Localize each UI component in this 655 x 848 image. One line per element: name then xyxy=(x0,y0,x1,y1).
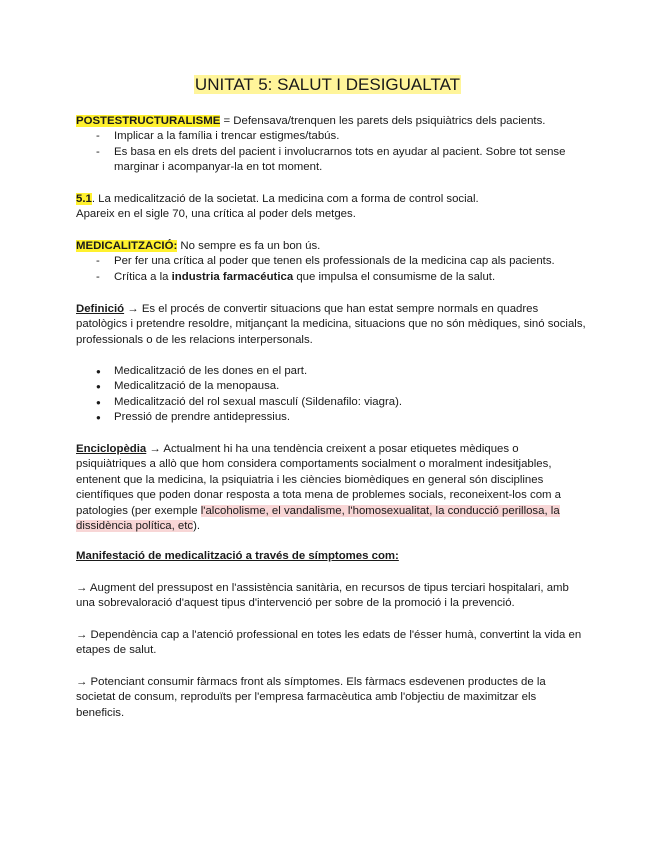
section-5-1-line2: Apareix en el sigle 70, una crítica al poder dels metges. xyxy=(76,208,356,221)
list-item: ● Pressió de prendre antidepressius. xyxy=(76,410,586,425)
enciclopedia-end: ). xyxy=(193,520,201,533)
enciclopedia-highlight: l'alcoholisme, el vandalisme, l'homosexualitat, la conducció perillosa, la dissidència política, etc xyxy=(76,504,560,533)
paragraph: → Augment del pressupost en l'assistència sanitària, en recursos de tipus terciari hospitalari, amb una sobrevaloració d'aquest tipus d'intervenció per sobre de la promoció i la prevenció. xyxy=(76,582,569,610)
list-item: - Es basa en els drets del pacient i involucrarnos tots en ayudar al pacient. Sobre tot sense marginar i acompanyar-la en tot moment. xyxy=(76,145,586,176)
section-number: 5.1 xyxy=(76,193,92,205)
list-item xyxy=(76,270,586,285)
medicalitzacio-line xyxy=(76,239,586,254)
enciclopedia-term: Enciclopèdia xyxy=(76,443,147,455)
manifestacio-heading: Manifestació de medicalització a través de símptomes com: xyxy=(76,550,399,562)
page-title xyxy=(0,75,655,95)
postestructuralisme-line xyxy=(76,114,586,129)
list-item: ● Medicalització de les dones en el part. xyxy=(76,364,586,379)
medicalitzacio-section xyxy=(76,239,586,285)
manifestacio-section xyxy=(76,549,586,564)
postestructuralisme-text: = Defensava/trenquen les parets dels psiquiàtrics dels pacients. xyxy=(220,115,546,127)
section-5-1-line1 xyxy=(76,192,586,207)
definicio-term: Definició xyxy=(76,303,125,315)
list-item: - Implicar a la família i trencar estigmes/tabús. xyxy=(76,129,586,144)
enciclopedia-paragraph xyxy=(76,442,586,534)
enciclopedia-text: → Actualment hi ha una tendència creixent a posar etiquetes mèdiques o psiquiàtriques a allò que hom considera comportaments socialment o moralment indesitjables, entenent que la medicina, la psiquiatria i les ciències biomèdiques en general són disciplines científiques que poden donar resposta a tota mena de problemes socials, reconeixent-los com a patologies (per exemple xyxy=(76,443,562,517)
definicio-section xyxy=(76,302,586,348)
paragraph: → Dependència cap a l'atenció professional en totes les edats de l'ésser humà, convertint la vida en etapes de salut. xyxy=(76,629,582,657)
examples-list xyxy=(76,364,586,426)
manifestacio-p2 xyxy=(76,628,586,659)
enciclopedia-section xyxy=(76,442,586,534)
postestructuralisme-section xyxy=(76,114,586,176)
postestructuralisme-list xyxy=(76,129,586,175)
definicio-text: → Es el procés de convertir situacions que han estat sempre normals en quadres patològics i pretendre resoldre, mitjançant la medicina, situacions que no són mèdiques, sinó socials, professionals o de les relacions interpersonals. xyxy=(76,303,586,346)
paragraph: → Potenciant consumir fàrmacs front als símptomes. Els fàrmacs esdevenen productes de la societat de consum, reproduïts per l'empresa farmacèutica amb l'objectiu de maximitzar els beneficis. xyxy=(76,676,546,719)
list-item: ● Medicalització del rol sexual masculí (Sildenafilo: viagra). xyxy=(76,395,586,410)
list-item: - Per fer una crítica al poder que tenen els professionals de la medicina cap als pacients. xyxy=(76,254,586,269)
postestructuralisme-term: POSTESTRUCTURALISME xyxy=(76,115,221,127)
medicalitzacio-examples xyxy=(76,364,586,426)
list-item-bold: industria farmacéutica xyxy=(171,270,294,283)
list-item-text: que impulsa el consumisme de la salut. xyxy=(293,270,496,283)
page-title-text: UNITAT 5: SALUT I DESIGUALTAT xyxy=(194,75,461,94)
medicalitzacio-list xyxy=(76,254,586,285)
manifestacio-p3 xyxy=(76,675,586,721)
manifestacio-p1 xyxy=(76,581,586,612)
medicalitzacio-term: MEDICALITZACIÓ: xyxy=(76,240,178,252)
list-item-text: Crítica a la xyxy=(114,270,172,283)
section-5-1 xyxy=(76,192,586,223)
definicio-paragraph xyxy=(76,302,586,348)
section-5-1-text: . La medicalització de la societat. La medicina com a forma de control social. xyxy=(91,193,479,205)
list-item: ● Medicalització de la menopausa. xyxy=(76,379,586,394)
medicalitzacio-text: No sempre es fa un bon ús. xyxy=(177,240,321,252)
